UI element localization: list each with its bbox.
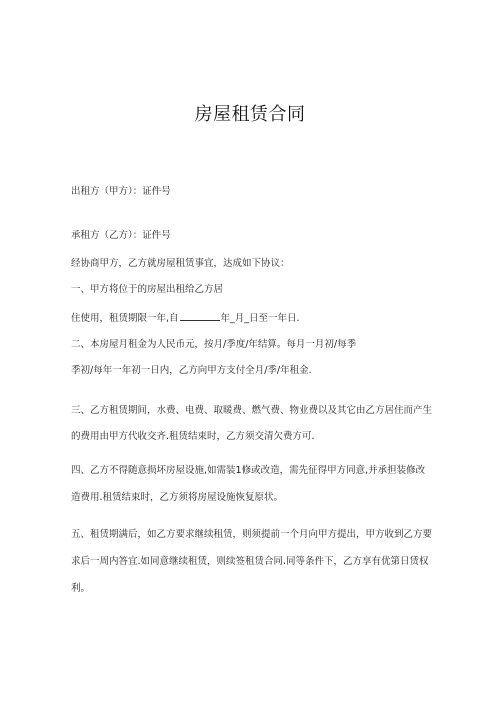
clause-2-line-1: 二、本房屋月租金为人民币元，按月/季度/年结算。每月一月初/每季: [71, 339, 357, 350]
clause-5-line-3: 利。: [71, 583, 91, 594]
lessee-line: 承租方（乙方）：证件号: [71, 230, 171, 241]
document-title: 房屋租赁合同: [194, 104, 306, 125]
clause-1-line-1: 一、甲方将位于的房屋出租给乙方居: [71, 284, 224, 295]
clause-5-line-2: 求后一周内答宜.如同意继续租赁，则续签租赁合同.同等条件下，乙方享有优第日赁权: [71, 556, 429, 567]
intro-line: 经协商甲方，乙方就房屋租赁事宜，达成如下协议：: [71, 258, 290, 269]
clause-4-line-1: 四、乙方不得随意损坏房屋设施,如需装1修或改造，需先征得甲方同意,并承担装修改: [71, 465, 426, 476]
date-blank: [180, 311, 220, 321]
lessor-line: 出租方（甲方）：证件号: [71, 186, 171, 197]
clause-4-line-2: 造费用.租赁结束时，乙方须将房屋设施恢复原状。: [71, 492, 284, 503]
clause-1-line-2: [71, 311, 441, 325]
clause-3-line-2: 的费用由甲方代收交齐.租赁结束时，乙方须交清欠费方可.: [71, 431, 315, 442]
clause-3-line-1: 三、乙方租赁期间，水费、电费、取暖费、燃气费、物业费以及其它由乙方居住而产生: [71, 405, 433, 416]
clause-1-post-blank: 年_月_日至一年日.: [220, 313, 300, 324]
clause-5-line-1: 五、租赁期满后，如乙方要求继续租赁，则须提前一个月向甲方提出，甲方收到乙方要: [71, 529, 433, 540]
clause-1-pre-blank: 住使用，租赁期限一年,自: [71, 313, 179, 324]
clause-2-line-2: 季初/每年一年初一日内，乙方向甲方支付全月/季/年租金.: [71, 365, 312, 376]
